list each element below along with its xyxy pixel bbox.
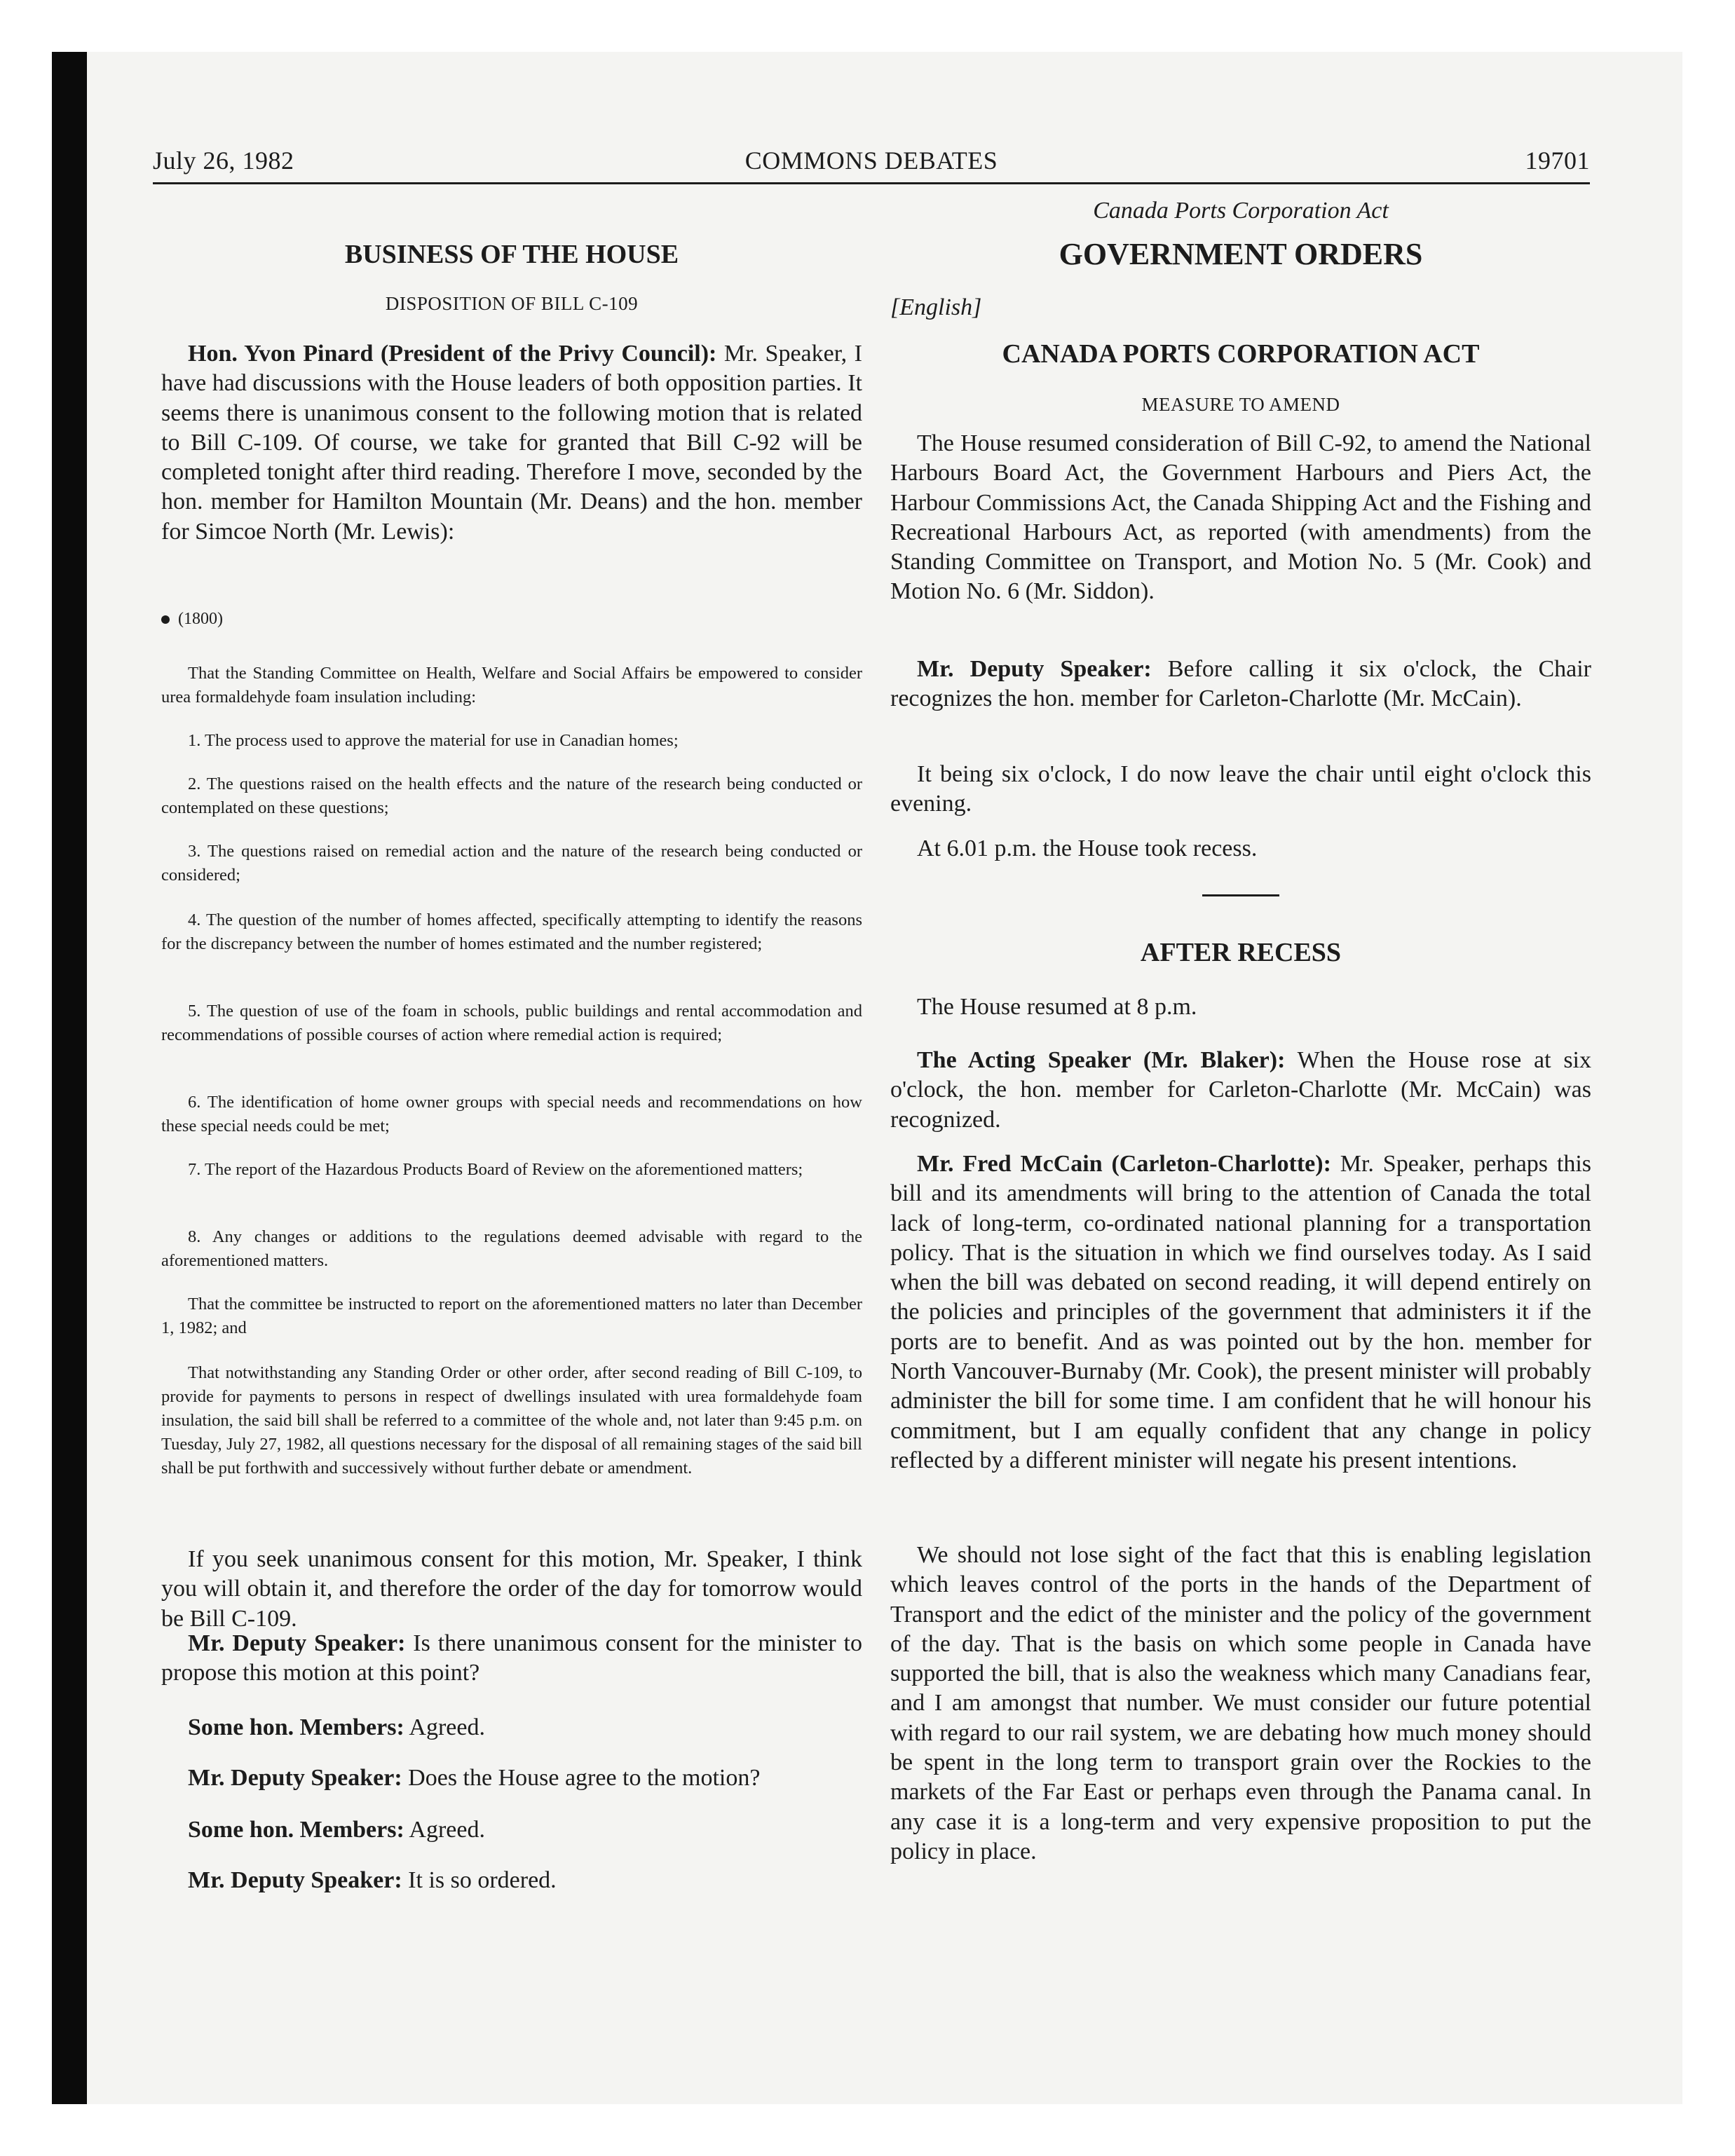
motion-final: That notwithstanding any Standing Order or other order, after second reading of Bill C-109, to provide for payments to persons in respect of dwellings insulated with urea formaldehyde foam insulation, the said bill shall be referred to a committee of the whole and, not later than 9:45 p.m. on Tuesday, July 27, 1982, all questions necessary for the disposal of all remaining stages of the said bill shall be put forthwith and successively without further debate or amendment.: [161, 1363, 862, 1478]
motion-item-1: 1. The process used to approve the material for use in Canadian homes;: [188, 731, 679, 750]
mccain-paragraph-2: We should not lose sight of the fact that this is enabling legislation which leaves control of the ports in the hands of the Department of Transport and the edict of the minister and the policy of the government of the day. That is the basis on which some people in Canada have supported the bill, that is also the weakness which many Canadians fear, and I am amongst that number. We must consider our future potential with regard to our rail system, we are debating how much money should be spent in the long term to transport grain over the Rockies to the markets of the Far East or perhaps even through the Panama canal. In any case it is a long-term and very expensive proposition to put the policy in place.: [890, 1542, 1591, 1864]
speaker-deputy: Mr. Deputy Speaker:: [188, 1630, 406, 1656]
motion-item-7: 7. The report of the Hazardous Products Board of Review on the aforementioned matters;: [188, 1160, 803, 1179]
bullet-icon: [161, 615, 170, 624]
consent-paragraph: If you seek unanimous consent for this motion, Mr. Speaker, I think you will obtain it, and therefore the order of the day for tomorrow would be Bill C-109.: [161, 1546, 862, 1632]
acting-speaker-text: When the House rose at six o'clock, the hon. member for Carleton-Charlotte (Mr. McCain) was recognized.: [890, 1047, 1591, 1133]
speaker-deputy: Mr. Deputy Speaker:: [188, 1765, 402, 1791]
speaker-acting: The Acting Speaker (Mr. Blaker):: [917, 1047, 1286, 1073]
exchange-2-text: Agreed.: [404, 1714, 485, 1740]
motion-report: That the committee be instructed to report on the aforementioned matters no later than December 1, 1982; and: [161, 1295, 862, 1337]
exchange-3-text: Does the House agree to the motion?: [402, 1765, 761, 1791]
speaker-members: Some hon. Members:: [188, 1817, 404, 1843]
section-heading-business: BUSINESS OF THE HOUSE: [344, 240, 679, 269]
exchange-4-text: Agreed.: [404, 1817, 485, 1843]
motion-item-4: 4. The question of the number of homes affected, specifically attempting to identify the reasons for the discrepancy between the number of homes estimated and the number registered;: [161, 910, 862, 953]
resumed-paragraph: The House resumed consideration of Bill C-92, to amend the National Harbours Board Act, the Government Harbours and Piers Act, the Harbour Commissions Act, the Canada Shipping Act and the Fishing and Recreational Harbours Act, as reported (with amendments) from the Standing Committee on Transport, and Motion No. 5 (Mr. Cook) and Motion No. 6 (Mr. Siddon).: [890, 430, 1591, 605]
exchange-5-text: It is so ordered.: [402, 1867, 557, 1893]
speaker-pinard: Hon. Yvon Pinard (President of the Privy Council):: [188, 341, 717, 367]
exchange-3: [161, 1763, 862, 1793]
mccain-paragraph-1: [890, 1149, 1591, 1475]
exchange-5: [161, 1866, 862, 1895]
motion-item-5: 5. The question of use of the foam in schools, public buildings and rental accommodation and recommendations of possible courses of action where remedial action is required;: [161, 1002, 862, 1044]
pinard-paragraph: [161, 339, 862, 547]
running-title: Canada Ports Corporation Act: [1093, 198, 1389, 224]
act-subheading: MEASURE TO AMEND: [1141, 394, 1340, 415]
scan-edge-shadow: [52, 52, 87, 2104]
time-marker: [161, 604, 862, 634]
recess-paragraph: At 6.01 p.m. the House took recess.: [917, 835, 1258, 861]
subheading-disposition: DISPOSITION OF BILL C-109: [385, 293, 639, 314]
speaker-members: Some hon. Members:: [188, 1714, 404, 1740]
exchange-1-text: Is there unanimous consent for the minister to propose this motion at this point?: [161, 1630, 862, 1686]
exchange-2: [161, 1713, 862, 1742]
section-divider: [890, 894, 1591, 896]
speaker-mccain: Mr. Fred McCain (Carleton-Charlotte):: [917, 1151, 1331, 1177]
six-oclock-paragraph: It being six o'clock, I do now leave the chair until eight o'clock this evening.: [890, 761, 1591, 817]
mccain-text-1: Mr. Speaker, perhaps this bill and its amendments will bring to the attention of Canada the total lack of long-term, co-ordinated national planning for a transportation policy. That is the situation in which we find ourselves today. As I said when the bill was debated on second reading, it will depend entirely on the policies and principles of the government that administers it if the ports are to benefit. And as was pointed out by the hon. member for North Vancouver-Burnaby (Mr. Cook), the present minister will probably administer the bill for some time. I am confident that he will honour his commitment, but I am equally confident that any change in policy reflected by a different minister will negate his present intentions.: [890, 1151, 1591, 1473]
motion-item-2: 2. The questions raised on the health effects and the nature of the research being conducted or contemplated on these questions;: [161, 775, 862, 817]
deputy-speaker-paragraph: [890, 655, 1591, 714]
time-marker-label: (1800): [178, 610, 223, 628]
section-heading-government-orders: GOVERNMENT ORDERS: [1059, 237, 1423, 271]
exchange-4: [161, 1815, 862, 1845]
page-header: [153, 146, 1590, 185]
motion-intro: That the Standing Committee on Health, Welfare and Social Affairs be empowered to consider urea formaldehyde foam insulation including:: [161, 664, 862, 707]
exchange-1: [161, 1629, 862, 1688]
pinard-text: Mr. Speaker, I have had discussions with the House leaders of both opposition parties. It seems there is unanimous consent to the following motion that is related to Bill C-109. Of course, we take for granted that Bill C-92 will be completed tonight after third reading. Therefore I move, seconded by the hon. member for Hamilton Mountain (Mr. Deans) and the hon. member for Simcoe North (Mr. Lewis):: [161, 341, 862, 545]
divider-rule: [1202, 894, 1279, 896]
motion-item-6: 6. The identification of home owner groups with special needs and recommendations on how these special needs could be met;: [161, 1093, 862, 1135]
header-date: July 26, 1982: [153, 146, 294, 175]
language-tag: [English]: [890, 294, 982, 320]
header-rule: [153, 182, 1590, 184]
speaker-deputy: Mr. Deputy Speaker:: [917, 656, 1152, 682]
resumed-8pm-paragraph: The House resumed at 8 p.m.: [917, 994, 1197, 1020]
motion-item-3: 3. The questions raised on remedial action and the nature of the research being conducted or considered;: [161, 842, 862, 885]
header-page-number: 19701: [1525, 146, 1590, 175]
speaker-deputy: Mr. Deputy Speaker:: [188, 1867, 402, 1893]
after-recess-heading: AFTER RECESS: [1140, 938, 1342, 967]
act-heading: CANADA PORTS CORPORATION ACT: [1002, 339, 1480, 369]
header-title: COMMONS DEBATES: [744, 146, 998, 175]
deputy-speaker-text: Before calling it six o'clock, the Chair recognizes the hon. member for Carleton-Charlotte (Mr. McCain).: [890, 656, 1591, 712]
acting-speaker-paragraph: [890, 1046, 1591, 1135]
motion-item-8: 8. Any changes or additions to the regulations deemed advisable with regard to the aforementioned matters.: [161, 1227, 862, 1270]
